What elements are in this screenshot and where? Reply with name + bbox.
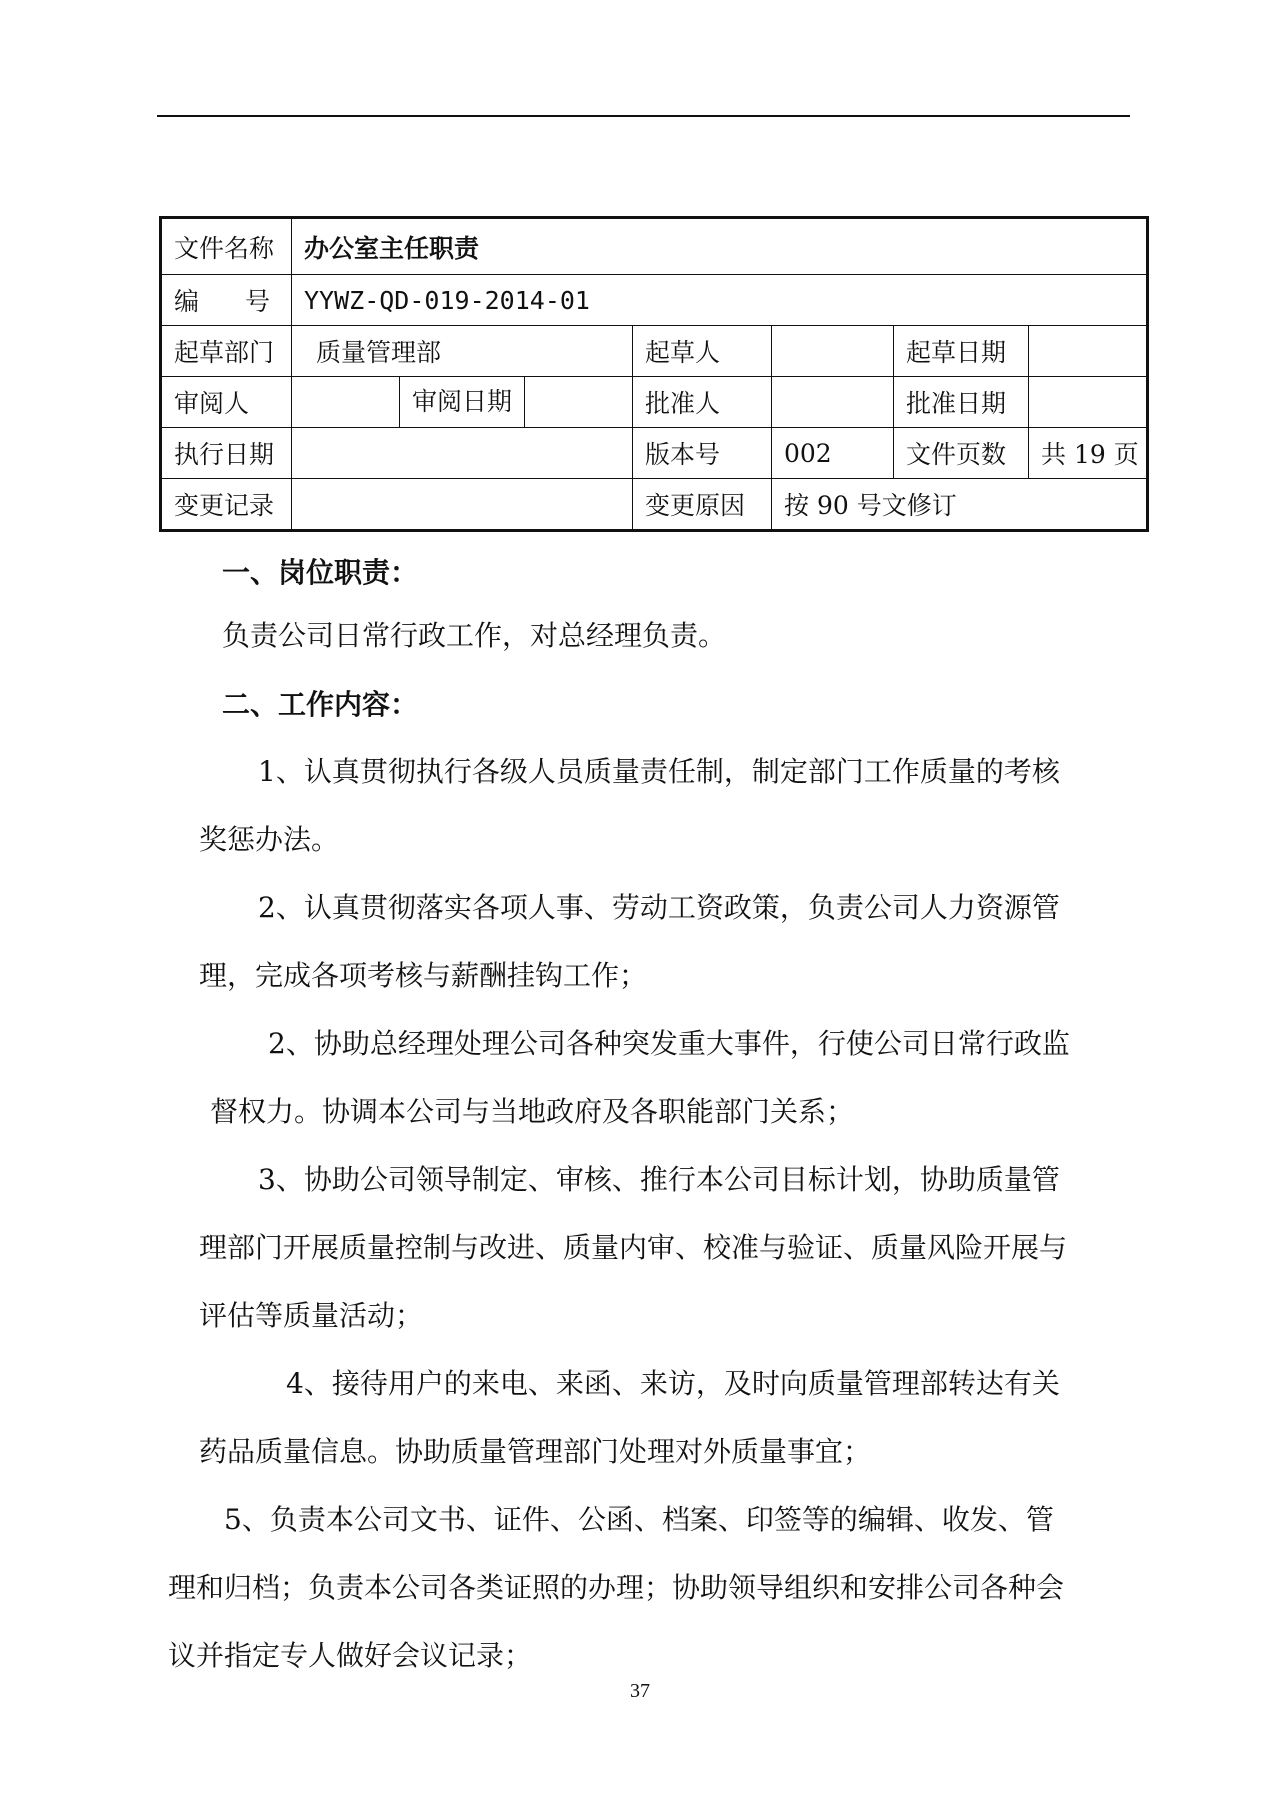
work-item-line: 理部门开展质量控制与改进、质量内审、校准与验证、质量风险开展与 [199, 1231, 1068, 1264]
change-record-value [292, 479, 633, 531]
table-row [161, 479, 1148, 531]
table-row [161, 275, 1148, 326]
work-item-line: 1、认真贯彻执行各级人员质量责任制，制定部门工作质量的考核 [258, 755, 1060, 788]
approver-value [772, 377, 894, 428]
change-reason-label: 变更原因 [633, 479, 772, 531]
approve-date-label: 批准日期 [894, 377, 1029, 428]
version-value: 002 [772, 428, 894, 479]
section-1-text: 负责公司日常行政工作，对总经理负责。 [222, 619, 727, 652]
work-item-line: 药品质量信息。协助质量管理部门处理对外质量事宜； [199, 1435, 872, 1468]
table-row [161, 377, 1148, 428]
draft-dept-value: 质量管理部 [292, 326, 633, 377]
draft-date-value [1029, 326, 1148, 377]
work-item-line: 评估等质量活动； [199, 1299, 424, 1332]
approver-label: 批准人 [633, 377, 772, 428]
work-item-line: 4、接待用户的来电、来函、来访，及时向质量管理部转达有关 [286, 1367, 1060, 1400]
effective-date-value [292, 428, 633, 479]
doc-number-label: 编号 [161, 275, 292, 326]
work-item-line: 2、协助总经理处理公司各种突发重大事件，行使公司日常行政监 [268, 1027, 1070, 1060]
header-rule [157, 115, 1130, 117]
effective-date-label: 执行日期 [161, 428, 292, 479]
page-count-label: 文件页数 [894, 428, 1029, 479]
draft-date-label: 起草日期 [894, 326, 1029, 377]
drafter-label: 起草人 [633, 326, 772, 377]
review-date-label: 审阅日期 [400, 377, 525, 427]
table-row [161, 218, 1148, 275]
doc-name-value: 办公室主任职责 [292, 218, 1148, 275]
page-number: 37 [630, 1680, 650, 1702]
work-item-line: 理，完成各项考核与薪酬挂钩工作； [199, 959, 648, 992]
work-item-line: 奖惩办法。 [199, 823, 340, 856]
doc-number-value: YYWZ-QD-019-2014-01 [292, 275, 1148, 326]
doc-name-label: 文件名称 [161, 218, 292, 275]
document-info-table [159, 216, 1149, 532]
work-item-line: 5、负责本公司文书、证件、公函、档案、印签等的编辑、收发、管 [224, 1503, 1054, 1536]
table-row [161, 428, 1148, 479]
section-2-heading: 二、工作内容： [222, 688, 419, 721]
version-label: 版本号 [633, 428, 772, 479]
drafter-value [772, 326, 894, 377]
work-item-line: 理和归档；负责本公司各类证照的办理；协助领导组织和安排公司各种会 [168, 1571, 1065, 1604]
work-item-line: 督权力。协调本公司与当地政府及各职能部门关系； [210, 1095, 855, 1128]
reviewer-value [292, 377, 400, 428]
change-reason-value: 按 90 号文修订 [772, 479, 1148, 531]
work-item-line: 2、认真贯彻落实各项人事、劳动工资政策，负责公司人力资源管 [258, 891, 1060, 924]
work-item-line: 3、协助公司领导制定、审核、推行本公司目标计划，协助质量管 [258, 1163, 1060, 1196]
page-count-value: 共 19 页 [1029, 428, 1148, 479]
change-record-label: 变更记录 [161, 479, 292, 531]
draft-dept-label: 起草部门 [161, 326, 292, 377]
approve-date-value [1029, 377, 1148, 428]
table-row [161, 326, 1148, 377]
reviewer-label: 审阅人 [161, 377, 292, 428]
section-1-heading: 一、岗位职责： [222, 556, 419, 589]
work-item-line: 议并指定专人做好会议记录； [168, 1639, 533, 1672]
